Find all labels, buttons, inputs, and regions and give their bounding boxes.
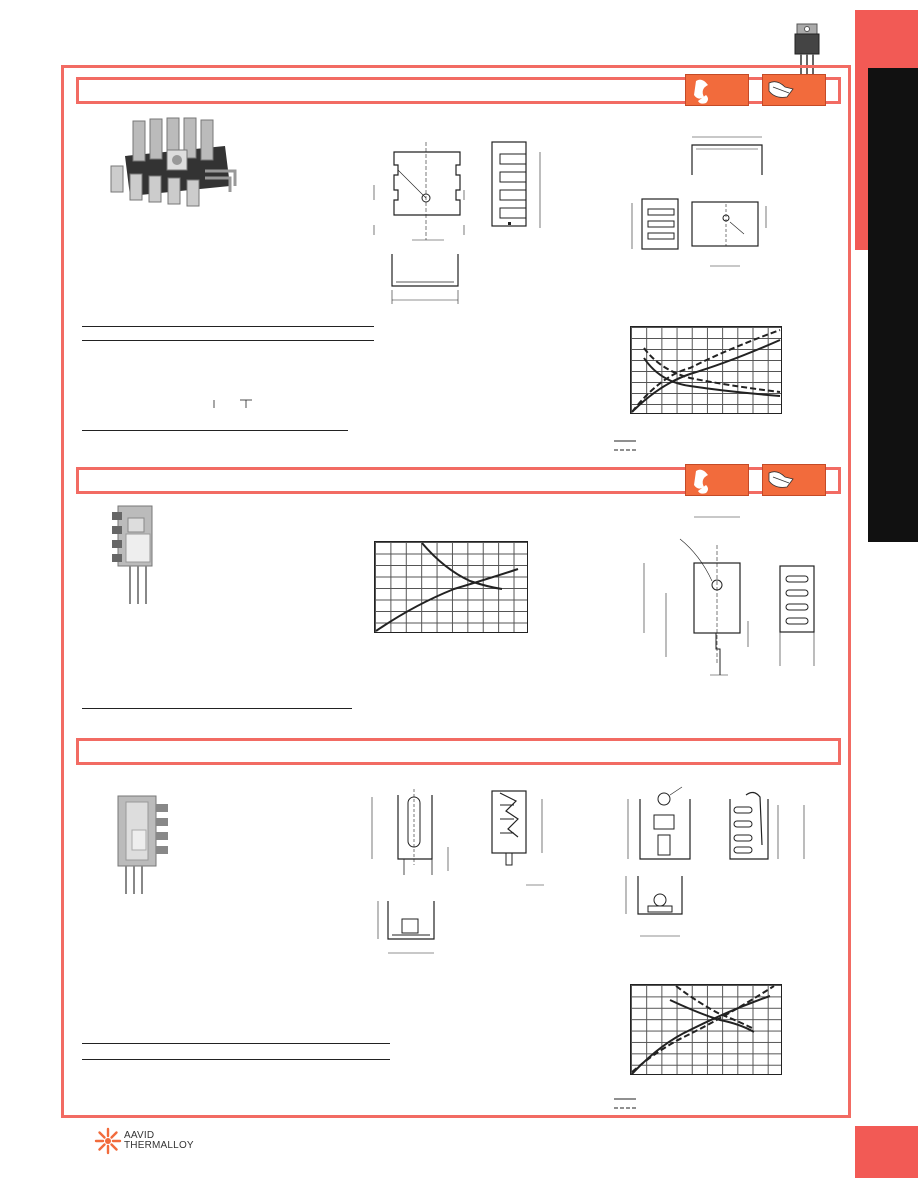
spec-table-rule [82, 708, 352, 709]
edge-tab-bottom [855, 1126, 918, 1178]
dimension-drawing-mid-left-1 [628, 195, 683, 255]
brand-name-line2: THERMALLOY [124, 1140, 194, 1151]
dimension-drawing-bottom-4 [620, 870, 700, 942]
dimension-drawing-bottom-3 [368, 895, 443, 960]
spec-table-marks [210, 396, 260, 410]
mounting-clip-icon [762, 464, 826, 496]
spec-table-rule [82, 1043, 390, 1044]
performance-graph-2-curves [374, 541, 528, 633]
spec-table-rule [82, 326, 374, 327]
mounting-clip-icon [762, 74, 826, 106]
spec-table-rule [82, 340, 374, 341]
heatsink-photo-3 [104, 790, 174, 900]
graph-legend-3 [614, 1096, 644, 1112]
dimension-drawing-mid-right-1 [690, 198, 775, 278]
dimension-drawing-front-1 [368, 140, 468, 250]
thermal-compound-icon [685, 464, 749, 496]
spec-table-rule [82, 1059, 390, 1060]
dimension-drawing-side-1 [488, 138, 548, 238]
dimension-drawing-front-2 [640, 515, 765, 680]
heatsink-photo-1 [105, 116, 245, 212]
dimension-drawing-bottom-1 [388, 250, 463, 310]
dimension-drawing-side-3 [486, 785, 551, 905]
thermal-compound-icon [685, 74, 749, 106]
dimension-drawing-front-3 [368, 785, 458, 880]
dimension-drawing-front-4 [620, 785, 710, 865]
spec-table-rule [82, 430, 348, 431]
edge-tab-black [868, 68, 918, 542]
dimension-drawing-side-2 [776, 562, 826, 672]
dimension-drawing-top-right-1 [688, 135, 768, 180]
brand-name-line1: AAVID [124, 1130, 155, 1141]
graph-legend-1 [614, 438, 644, 454]
sunburst-logo-icon [94, 1127, 122, 1155]
dimension-drawing-side-4 [724, 785, 814, 865]
heatsink-photo-2 [108, 500, 168, 610]
performance-graph-1-curves [630, 326, 782, 414]
performance-graph-3-curves [630, 984, 782, 1075]
section-3-header-bar [76, 738, 841, 765]
